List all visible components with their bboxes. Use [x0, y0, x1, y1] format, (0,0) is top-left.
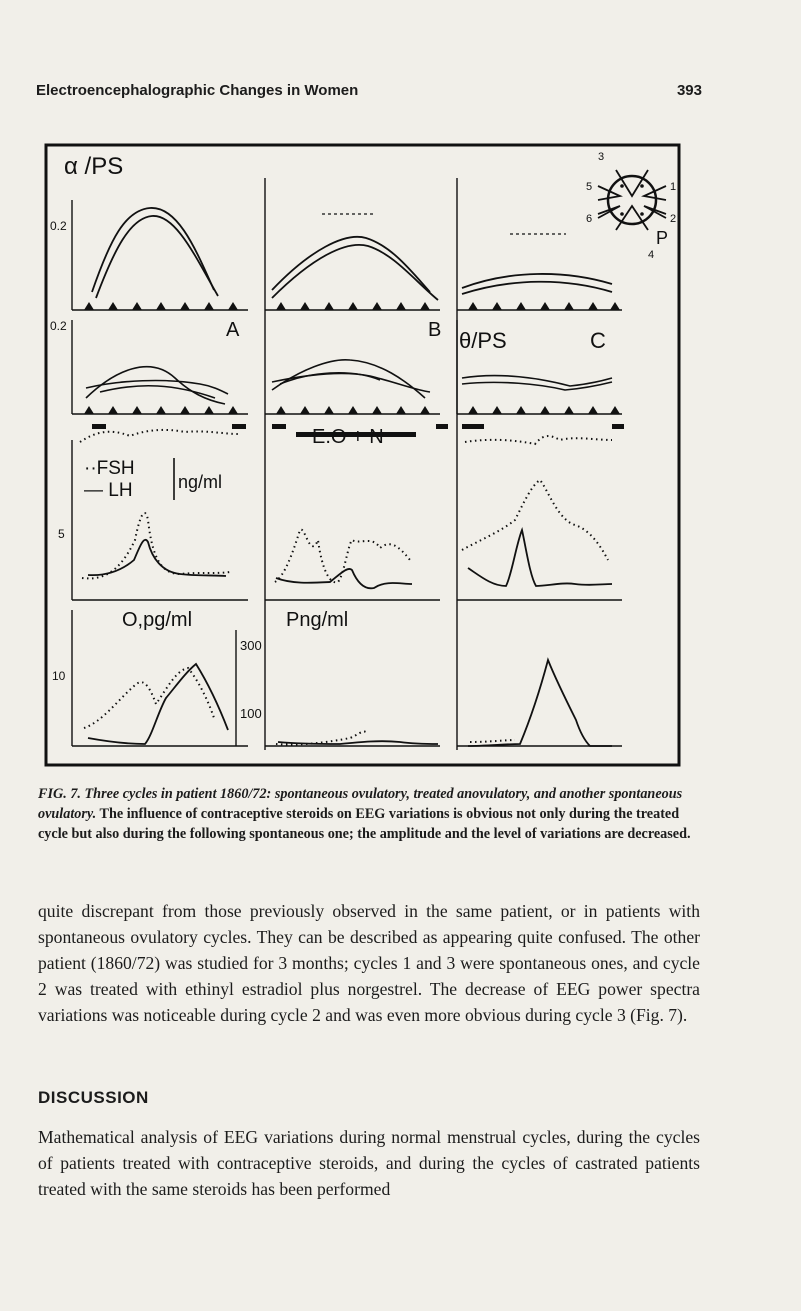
electrode-number: 3 [598, 151, 605, 163]
column-dividers [265, 178, 457, 750]
tick-label-10: 10 [52, 669, 66, 683]
legend-lh: — LH [84, 480, 133, 501]
running-title: Electroencephalographic Changes in Women [36, 82, 359, 99]
paragraph-2: Mathematical analysis of EEG variations during normal menstrual cycles, during the cycles of patients treated with contraceptive steroids, and during the cycles of castrated patients treated with the same steroids has been performed [38, 1127, 700, 1199]
label-panel-b: B [428, 319, 442, 341]
theta-ps-curves [86, 360, 612, 404]
legend-png-ml: Png/ml [286, 609, 349, 631]
cycle-day-markers [84, 302, 620, 414]
lh-curves [88, 530, 612, 588]
reference-dashes [322, 214, 566, 234]
label-alpha-ps: α /PS [64, 153, 124, 180]
label-panel-c: C [590, 328, 606, 353]
page-number: 393 [676, 82, 702, 99]
tick-label-02-top: 0.2 [50, 219, 67, 233]
legend-ng-ml: ng/ml [178, 472, 223, 492]
progesterone-curves [88, 660, 612, 746]
section-heading-discussion: DISCUSSION [38, 1088, 149, 1107]
electrode-number: 1 [670, 181, 677, 193]
legend-fsh: ··FSH [84, 458, 135, 479]
electrode-number: 2 [670, 213, 677, 225]
row-baselines [72, 310, 622, 746]
electrode-head-diagram [598, 170, 666, 230]
tick-label-300: 300 [240, 638, 262, 653]
caption-lead: FIG. 7. Three cycles in patient 1860/72: spontaneous ovulatory, treated anovulatory, and another spontaneous ovulatory. [38, 786, 683, 822]
tick-label-5: 5 [58, 527, 65, 541]
electrode-letter: P [656, 228, 669, 248]
legend-o-pg-ml: O,pg/ml [122, 609, 193, 631]
tick-label-100: 100 [240, 706, 262, 721]
fsh-curves [80, 430, 612, 582]
label-eo-n: E.O + N [312, 426, 384, 448]
figure-caption [38, 784, 700, 844]
electrode-number: 4 [648, 249, 655, 261]
label-panel-a: A [226, 319, 240, 341]
paragraph-1: quite discrepant from those previously observed in the same patient, or in patients with spontaneous ovulatory cycles. They can be described as appearing quite confused. The other patient (1860/72) was studied for 3 months; cycles 1 and 3 were spontaneous ones, and cycle 2 was treated with ethinyl estradiol plus norgestrel. The decrease of EEG power spectra variations was noticeable during cycle 2 and was even more obvious during cycle 3 (Fig. 7). [38, 901, 700, 1025]
label-theta-ps: θ/PS [459, 328, 507, 353]
caption-rest: The influence of contraceptive steroids on EEG variations is obvious not only during the treated cycle but also during the following spontaneous one; the amplitude and the level of variations are decreased. [38, 806, 691, 842]
electrode-number: 6 [586, 213, 593, 225]
electrode-number: 5 [586, 181, 593, 193]
alpha-ps-curves [92, 208, 612, 300]
tick-label-02-mid: 0.2 [50, 319, 67, 333]
estradiol-curves [84, 668, 515, 745]
